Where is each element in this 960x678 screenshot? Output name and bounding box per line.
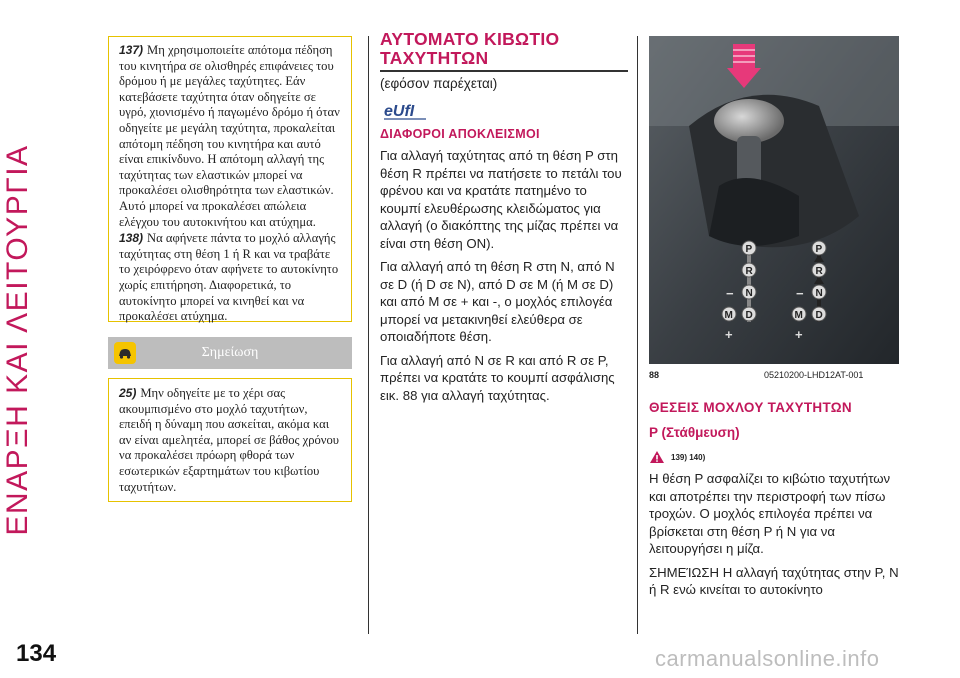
watermark: carmanualsonline.info xyxy=(655,646,880,671)
warning-triangle-icon xyxy=(649,450,665,464)
warning-text: Να αφήνετε πάντα το μοχλό αλλαγής ταχύτητας στη θέση 1 ή R και να τραβάτε το χειρόφρενο όταν αφήνετε το αυτοκίνητο χωρίς επιτήρηση. Διαφορετικά, το αυτοκίνητο μπορεί να κινηθεί και να προκαλέσει ατύχημα. xyxy=(119,231,339,324)
gate-label-r: R xyxy=(745,266,753,277)
figure-number: 88 xyxy=(649,370,660,380)
gate-label-p: P xyxy=(745,244,753,255)
gate-label-n: N xyxy=(815,288,823,299)
section-title-line1: ΑΥΤΟΜΑΤΟ ΚΙΒΩΤΙΟ xyxy=(380,29,560,49)
gate-label-n: N xyxy=(745,288,753,299)
figure-code: 05210200-LHD12AT-001 xyxy=(764,370,864,380)
gate-label-plus: + xyxy=(725,327,733,342)
warning-number: 137) xyxy=(119,43,144,57)
warning-item xyxy=(119,43,343,230)
column-divider xyxy=(368,36,369,634)
lever-positions-section xyxy=(649,400,899,599)
gate-label-d: D xyxy=(745,310,753,321)
section-rule xyxy=(380,70,628,72)
body-paragraph: Η θέση P ασφαλίζει το κιβώτιο ταχυτήτων και αποτρέπει την περιστροφή των πίσω τροχών. Ο μοχλός επιλογέα πρέπει να βρίσκεται στη θέση P ή N για να λειτουργήσει η μίζα. xyxy=(649,471,891,556)
gear-lever-photo xyxy=(649,36,899,364)
warning-item xyxy=(119,231,343,325)
gear-gate-diagram-left xyxy=(719,236,767,356)
body-paragraph: Για αλλαγή ταχύτητας από τη θέση P στη θέση R πρέπει να πατήσετε το πετάλι του φρένου και να κρατάτε πατημένο το κουμπί ελευθέρωσης κλειδώματος για αλλαγή (ο διακόπτης της μίζας πρέπει να είναι στη θέση ON). xyxy=(380,148,622,251)
car-note-icon xyxy=(114,342,136,364)
section-subtitle: (εφόσον παρέχεται) xyxy=(380,76,498,91)
warning-number: 138) xyxy=(119,231,144,246)
warning-text: Μη χρησιμοποιείτε απότομα πέδηση του κινητήρα σε ολισθηρές επιφάνειες του δρόμου ή με μεγάλες ταχύτητες. Εάν κατεβάσετε ταχύτητα όταν οδηγείτε σε υγρό, χιονισμένο ή παγωμένο δρόμο ή όταν οδηγείτε με μεγάλη ταχύτητα, προκαλείται απότομη πέδηση του κινητήρα και αυτό είναι επικίνδυνο. Η απότομη αλλαγή της ταχύτητας των ελαστικών μπορεί να προκαλέσει ολισθηρότητα των ελαστικών. Αυτό μπορεί να προκαλέσει απώλεια ελέγχου του αυτοκινήτου και ατύχημα. xyxy=(119,43,340,229)
side-section-title-text: ΕΝΑΡΞΗ ΚΑΙ ΛΕΙΤΟΥΡΓΙΑ xyxy=(1,144,34,536)
note-text: Μην οδηγείτε με το χέρι σας ακουμπισμένο στο μοχλό ταχυτήτων, επειδή η δύναμη που ασκείται, ακόμα και αν είναι αμελητέα, μπορεί σε βάθος χρόνου να προκαλέσει πρόωρη φθορά των εσωτερικών εξαρτημάτων του κιβωτίου ταχυτήτων. xyxy=(119,386,340,494)
gate-label-minus: − xyxy=(796,286,804,301)
warning-box xyxy=(108,36,352,322)
eco-logo-icon xyxy=(380,99,630,121)
page-number: 134 xyxy=(16,640,57,667)
gate-label-m: M xyxy=(724,310,733,321)
body-paragraph: Για αλλαγή από τη θέση R στη N, από N σε D (ή D σε N), από D σε M (ή M σε D) και από M σε + και -, ο μοχλός επιλογέα μπορεί να μετακινηθεί ελεύθερα σε οποιαδήποτε θέση. xyxy=(380,259,615,344)
gate-label-minus: − xyxy=(726,286,734,301)
body-paragraph: Για αλλαγή από N σε R και από R σε P, πρέπει να κρατάτε το κουμπί ασφάλισης εικ. 88 για αλλαγή ταχύτητας. xyxy=(380,352,615,403)
column-divider xyxy=(637,36,638,634)
note-item xyxy=(119,386,343,495)
note-header-label: Σημείωση xyxy=(201,345,259,360)
gate-label-p: P xyxy=(815,244,823,255)
gate-label-r: R xyxy=(815,266,823,277)
gate-label-plus: + xyxy=(795,327,803,342)
warning-reference xyxy=(649,450,899,464)
gate-label-m: M xyxy=(794,310,803,321)
body-paragraph: ΣΗΜΕΊΩΣΗ Η αλλαγή ταχύτητας στην P, N ή R ενώ κινείται το αυτοκίνητο xyxy=(649,564,899,597)
gear-gate-diagram-right xyxy=(789,236,837,356)
eco-logo-text: eUfI xyxy=(384,103,415,120)
section-subheading: ΔΙΑΦΟΡΟΙ ΑΠΟΚΛΕΙΣΜΟΙ xyxy=(380,127,540,141)
positions-heading: ΘΕΣΕΙΣ ΜΟΧΛΟΥ ΤΑΧΥΤΗΤΩΝ xyxy=(649,400,852,415)
note-number: 25) xyxy=(119,386,137,400)
automatic-gearbox-section xyxy=(380,30,630,404)
gate-label-d: D xyxy=(815,310,823,321)
note-header xyxy=(108,337,352,369)
reference-numbers: 139) 140) xyxy=(671,452,706,462)
section-title xyxy=(380,30,630,68)
section-title-line2: ΤΑΧΥΤΗΤΩΝ xyxy=(380,48,489,68)
note-box xyxy=(108,378,352,502)
park-subheading: P (Στάθμευση) xyxy=(649,425,740,440)
